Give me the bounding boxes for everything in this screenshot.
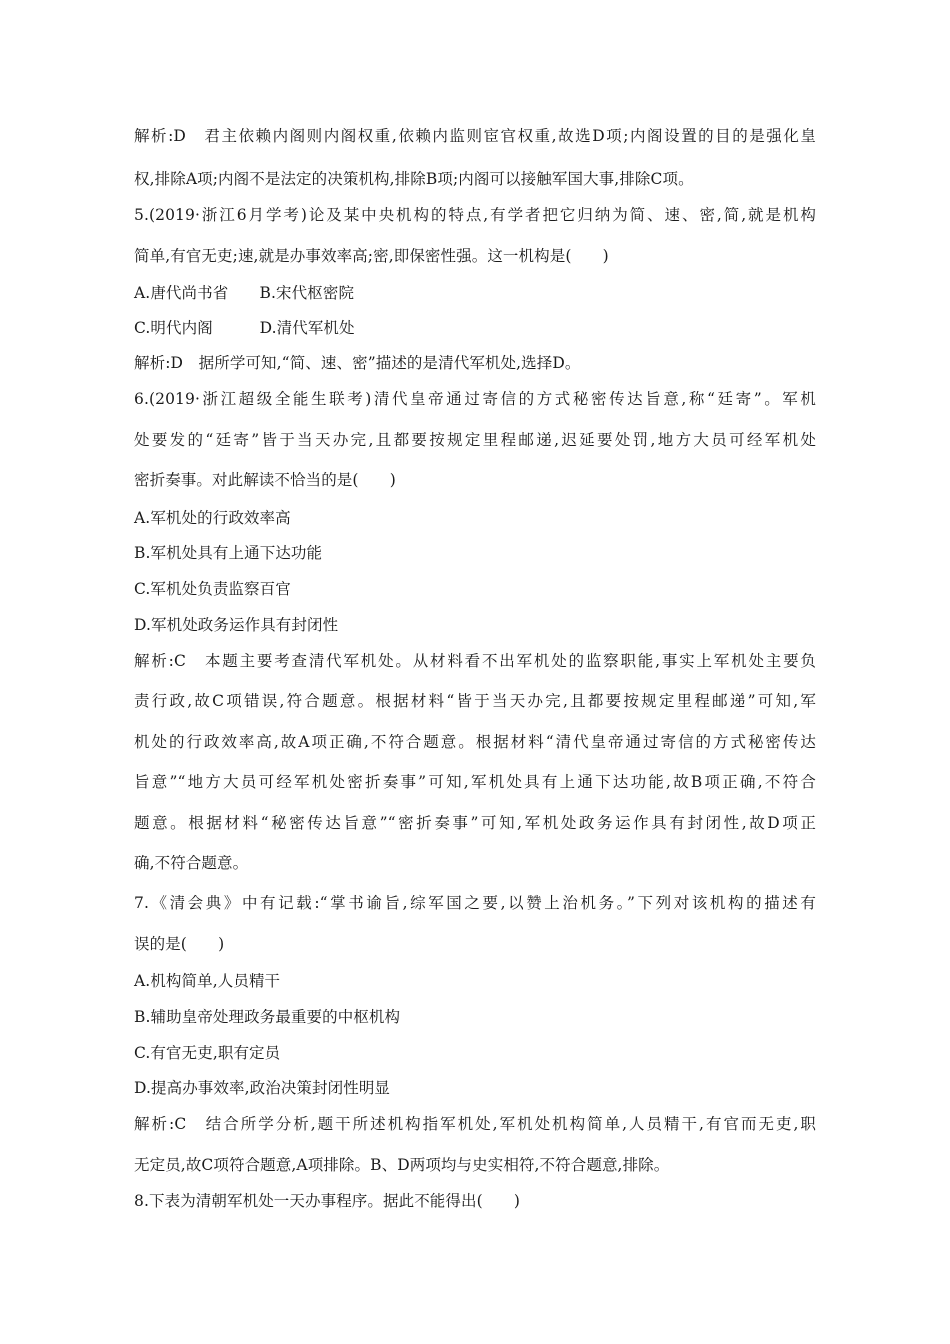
answer-6-line-3: 机处的行政效率高,故A项正确,不符合题意。根据材料“清代皇帝通过寄信的方式秘密传达 [134,733,816,751]
question-7-option-c: C.有官无吏,职有定员 [134,1044,281,1062]
question-7-option-a: A.机构简单,人员精干 [134,972,281,990]
question-5-options-ab: A.唐代尚书省 B.宋代枢密院 [134,284,355,302]
question-7-line-2: 误的是( ) [134,935,225,953]
answer-4-line-2: 权,排除A项;内阁不是法定的决策机构,排除B项;内阁可以接触军国大事,排除C项。 [134,170,694,188]
question-6-line-3: 密折奏事。对此解读不恰当的是( ) [134,471,396,489]
question-6-line-2: 处要发的“廷寄”皆于当天办完,且都要按规定里程邮递,迟延要处罚,地方大员可经军机处 [134,431,816,449]
question-6-line-1: 6.(2019·浙江超级全能生联考)清代皇帝通过寄信的方式秘密传达旨意,称“廷寄”。军机 [134,390,816,408]
question-5-line-2: 简单,有官无吏;速,就是办事效率高;密,即保密性强。这一机构是( ) [134,247,609,265]
question-6-option-c: C.军机处负责监察百官 [134,580,291,598]
question-5-line-1: 5.(2019·浙江6月学考)论及某中央机构的特点,有学者把它归纳为简、速、密,简,就是机构 [134,206,816,224]
answer-6-line-1: 解析:C 本题主要考查清代军机处。从材料看不出军机处的监察职能,事实上军机处主要负 [134,652,816,670]
answer-6-line-6: 确,不符合题意。 [134,854,249,872]
question-7-option-b: B.辅助皇帝处理政务最重要的中枢机构 [134,1008,401,1026]
question-8-line-1: 8.下表为清朝军机处一天办事程序。据此不能得出( ) [134,1192,521,1210]
question-7-line-1: 7.《清会典》中有记载:“掌书谕旨,综军国之要,以赞上治机务。”下列对该机构的描述有 [134,894,816,912]
question-6-option-d: D.军机处政务运作具有封闭性 [134,616,339,634]
answer-5: 解析:D 据所学可知,“简、速、密”描述的是清代军机处,选择D。 [134,354,581,372]
answer-7-line-2: 无定员,故C项符合题意,A项排除。B、D两项均与史实相符,不符合题意,排除。 [134,1156,670,1174]
answer-7-line-1: 解析:C 结合所学分析,题干所述机构指军机处,军机处机构简单,人员精干,有官而无吏,职 [134,1115,816,1133]
answer-4-line-1: 解析:D 君主依赖内阁则内阁权重,依赖内监则宦官权重,故选D项;内阁设置的目的是强化皇 [134,127,816,145]
answer-6-line-5: 题意。根据材料“秘密传达旨意”“密折奏事”可知,军机处政务运作具有封闭性,故D项正 [134,814,816,832]
question-6-option-a: A.军机处的行政效率高 [134,509,291,527]
question-5-options-cd: C.明代内阁 D.清代军机处 [134,319,355,337]
answer-6-line-4: 旨意”“地方大员可经军机处密折奏事”可知,军机处具有上通下达功能,故B项正确,不符合 [134,773,816,791]
answer-6-line-2: 责行政,故C项错误,符合题意。根据材料“皆于当天办完,且都要按规定里程邮递”可知,军 [134,692,816,710]
question-6-option-b: B.军机处具有上通下达功能 [134,544,323,562]
question-7-option-d: D.提高办事效率,政治决策封闭性明显 [134,1079,391,1097]
